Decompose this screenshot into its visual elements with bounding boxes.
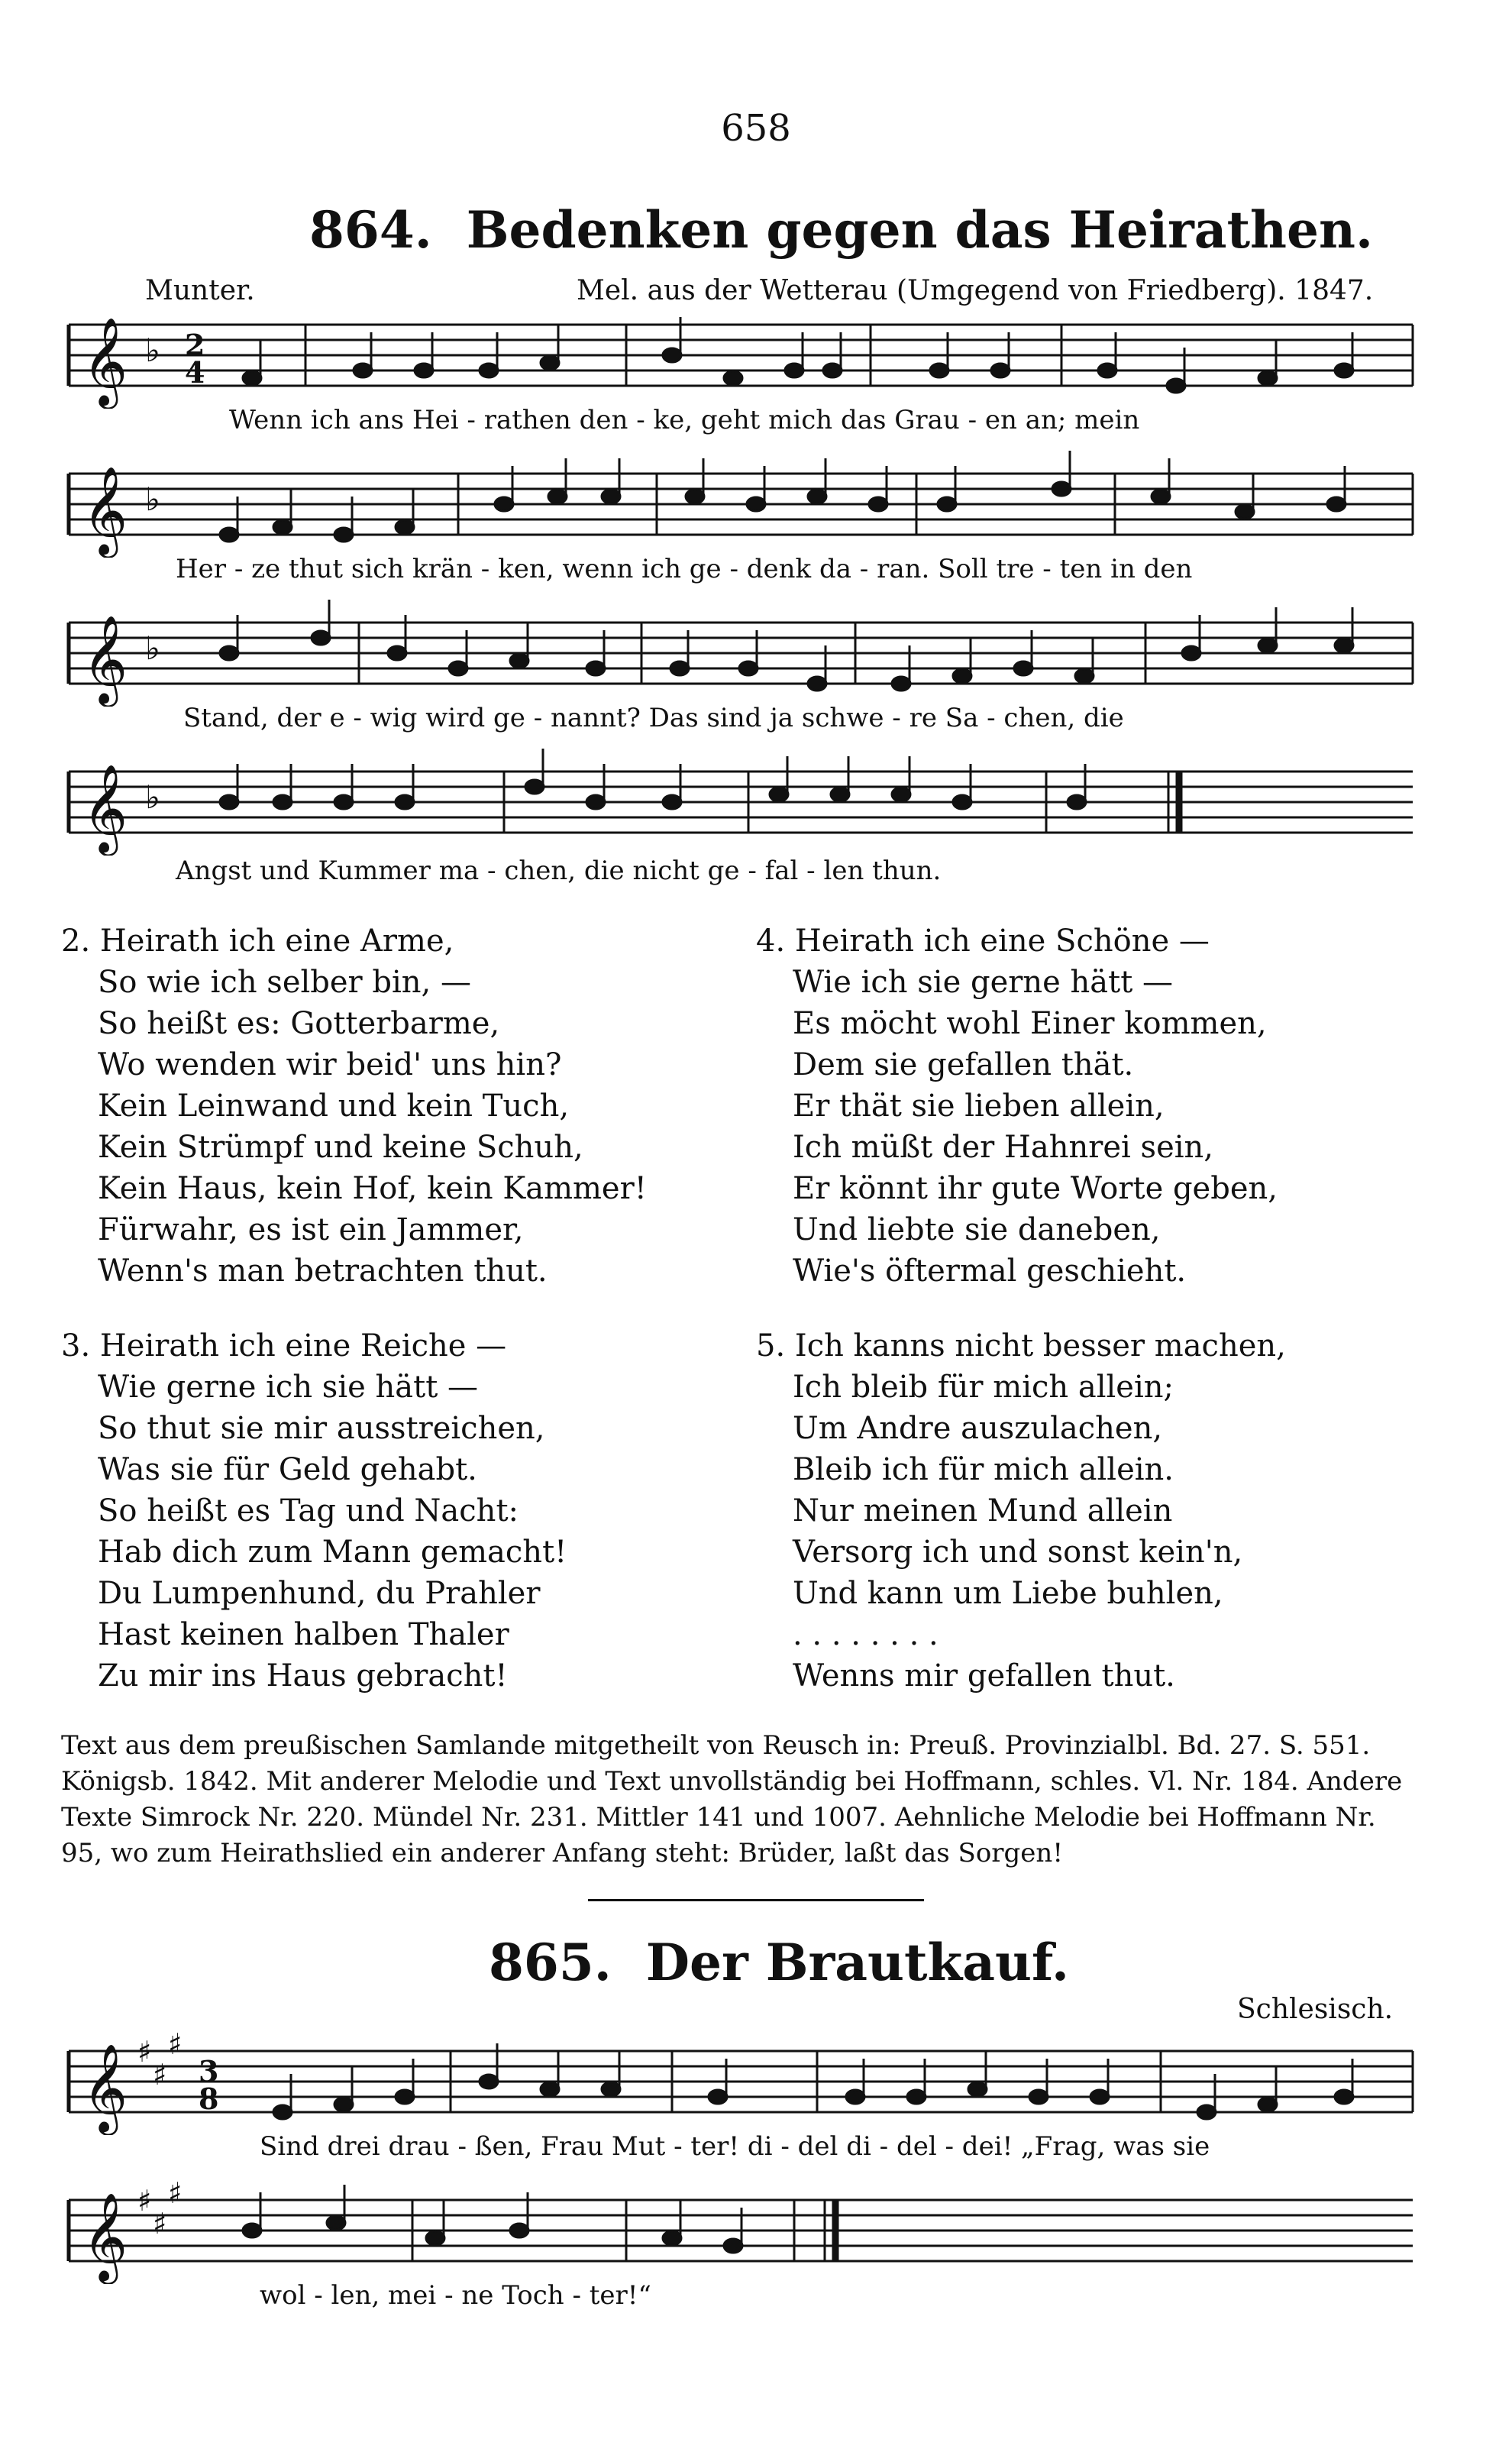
svg-text:♭: ♭ [145,332,160,369]
verse-line: Heirath ich eine Schöne — [794,924,1210,959]
music-staff-5 [61,2028,1420,2135]
svg-text:♯: ♯ [168,2177,183,2210]
verse-line: Wenn's man betrachten thut. [98,1254,548,1289]
song-number: 865. [489,1933,612,1992]
verse-line: Dem sie gefallen thät. [793,1047,1134,1082]
verse-line: Und kann um Liebe buhlen, [793,1576,1223,1611]
section-divider [588,1899,924,1901]
source-note: Text aus dem preußischen Samlande mitgetheilt von Reusch in: Preuß. Provinzialbl. Bd. 27. S. 551. Königsb. 1842. Mit anderer Melodie und Text unvollständig bei Hoffmann, schles. Vl. Nr. 184. Andere Texte Simrock Nr. 220. Mündel Nr. 231. Mittler 141 und 1007. Aehnliche Melodie bei Hoffmann Nr. 95, wo zum Heirathslied ein anderer Anfang steht: Brüder, laßt das Sorgen! [61,1730,1403,1868]
lyrics-line-4: Angst und Kummer ma - chen, die nicht ge - fal - len thun. [176,856,942,886]
music-staff-1 [61,302,1420,409]
verse-line: Wo wenden wir beid' uns hin? [98,1047,562,1082]
verse-line: So wie ich selber bin, — [98,965,471,1000]
svg-text:♯: ♯ [153,2058,167,2092]
svg-text:𝄞: 𝄞 [82,763,128,852]
lyrics-line-6: wol - len, mei - ne Toch - ter!“ [260,2280,651,2311]
verse-line: Wenns mir gefallen thut. [793,1658,1175,1694]
tempo-marking: Munter. [145,275,255,306]
svg-text:8: 8 [199,2082,219,2116]
verse-line: Er könnt ihr gute Worte geben, [793,1171,1278,1206]
verse-number: 4. [756,924,786,959]
svg-text:𝄞: 𝄞 [82,2043,128,2132]
verse-line: Es möcht wohl Einer kommen, [793,1006,1267,1041]
verse-number: 3. [61,1328,91,1364]
song-title [489,1933,1069,1992]
song-title-text: Bedenken gegen das Heirathen. [466,200,1373,260]
svg-text:𝄞: 𝄞 [82,316,128,406]
verse-line: Heirath ich eine Reiche — [99,1328,507,1364]
verse-line: Wie gerne ich sie hätt — [98,1370,478,1405]
verse-4 [756,920,1278,1292]
svg-text:♭: ♭ [145,778,160,816]
verse-line: Nur meinen Mund allein [793,1493,1173,1529]
lyrics-line-3: Stand, der e - wig wird ge - nannt? Das sind ja schwe - re Sa - chen, die [183,703,1124,733]
verse-line: Hast keinen halben Thaler [98,1617,509,1652]
verse-line: Kein Leinwand und kein Tuch, [98,1089,570,1124]
verse-line: Zu mir ins Haus gebracht! [98,1658,508,1694]
song-number: 864. [309,200,432,260]
song-title-text: Der Brautkauf. [645,1933,1069,1992]
svg-text:♯: ♯ [137,2184,152,2218]
page-number: 658 [721,107,791,150]
verse-line: So heißt es Tag und Nacht: [98,1493,519,1529]
music-staff-4 [61,749,1420,856]
verse-line: So heißt es: Gotterbarme, [98,1006,500,1041]
melody-source: Mel. aus der Wetterau (Umgegend von Friedberg). 1847. [577,275,1374,306]
svg-text:♭: ♭ [145,480,160,518]
verse-line: Wie ich sie gerne hätt — [793,965,1173,1000]
svg-text:𝄞: 𝄞 [82,2192,128,2281]
verse-line: Ich kanns nicht besser machen, [794,1328,1286,1364]
verse-3 [61,1325,567,1697]
verse-line: Fürwahr, es ist ein Jammer, [98,1212,524,1247]
verse-line: So thut sie mir ausstreichen, [98,1411,545,1446]
verse-2 [61,920,647,1292]
verse-line: Ich bleib für mich allein; [793,1370,1174,1405]
verse-line: Heirath ich eine Arme, [99,924,454,959]
verse-line: Kein Strümpf und keine Schuh, [98,1130,583,1165]
svg-text:3: 3 [199,2054,219,2088]
verse-number: 2. [61,924,91,959]
svg-text:♯: ♯ [168,2028,183,2061]
verse-line: Bleib ich für mich allein. [793,1452,1174,1487]
region-marking: Schlesisch. [1237,1994,1394,2025]
verse-5 [756,1325,1286,1697]
verse-line: Du Lumpenhund, du Prahler [98,1576,541,1611]
svg-text:2: 2 [185,328,205,362]
svg-text:♯: ♯ [137,2035,152,2069]
svg-text:𝄞: 𝄞 [82,614,128,704]
verse-line: Kein Haus, kein Hof, kein Kammer! [98,1171,647,1206]
verse-line: Wie's öftermal geschieht. [793,1254,1187,1289]
verse-number: 5. [756,1328,786,1364]
verse-line: Ich müßt der Hahnrei sein, [793,1130,1214,1165]
lyrics-line-1: Wenn ich ans Hei - rathen den - ke, geht mich das Grau - en an; mein [229,405,1140,435]
music-staff-2 [61,451,1420,558]
verse-line: . . . . . . . . [793,1617,939,1652]
svg-text:4: 4 [185,355,205,390]
song-title [309,200,1373,260]
verse-line: Er thät sie lieben allein, [793,1089,1165,1124]
verse-line: Hab dich zum Mann gemacht! [98,1535,567,1570]
lyrics-line-5: Sind drei drau - ßen, Frau Mut - ter! di - del di - del - dei! „Frag, was sie [260,2131,1210,2162]
svg-text:𝄞: 𝄞 [82,465,128,555]
verse-line: Was sie für Geld gehabt. [98,1452,477,1487]
verse-line: Und liebte sie daneben, [793,1212,1161,1247]
svg-text:♯: ♯ [153,2207,167,2240]
music-staff-6 [61,2177,1420,2284]
music-staff-3 [61,600,1420,707]
lyrics-line-2: Her - ze thut sich krän - ken, wenn ich ge - denk da - ran. Soll tre - ten in den [176,554,1193,584]
svg-text:♭: ♭ [145,629,160,667]
verse-line: Versorg ich und sonst kein'n, [793,1535,1243,1570]
verse-line: Um Andre auszulachen, [793,1411,1163,1446]
